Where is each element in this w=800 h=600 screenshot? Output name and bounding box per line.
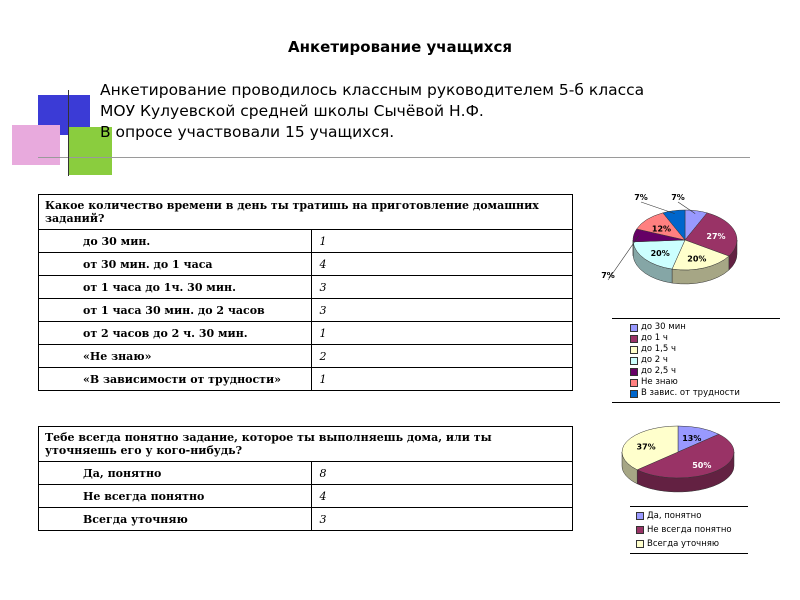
intro-text xyxy=(100,80,644,143)
legend-item xyxy=(636,537,748,551)
table-row xyxy=(39,508,573,531)
option-label: от 2 часов до 2 ч. 30 мин. xyxy=(39,322,312,345)
legend-label: Всегда уточняю xyxy=(647,539,720,549)
legend-item xyxy=(636,523,748,537)
pie-data-label: 20% xyxy=(650,248,670,258)
legend-label: Не знаю xyxy=(641,377,678,387)
option-count: 1 xyxy=(311,230,572,253)
pie-data-label: 7% xyxy=(601,271,615,280)
legend-label: до 1 ч xyxy=(641,333,668,343)
legend-swatch xyxy=(630,368,638,376)
option-label: до 30 мин. xyxy=(39,230,312,253)
survey-table-understanding xyxy=(38,426,573,531)
option-label: «В зависимости от трудности» xyxy=(39,368,312,391)
option-count: 2 xyxy=(311,345,572,368)
pie-data-label: 12% xyxy=(651,224,672,234)
legend-item xyxy=(630,322,780,333)
legend-swatch xyxy=(630,379,638,387)
option-label: Всегда уточняю xyxy=(39,508,312,531)
survey-table-time xyxy=(38,194,573,391)
decor-horizontal-line xyxy=(38,157,750,158)
pie-data-label: 7% xyxy=(634,193,648,202)
legend-item xyxy=(630,333,780,344)
option-count: 3 xyxy=(311,299,572,322)
option-label: Да, понятно xyxy=(39,462,312,485)
legend-item xyxy=(630,355,780,366)
option-count: 8 xyxy=(311,462,572,485)
legend-item xyxy=(630,344,780,355)
table-row xyxy=(39,299,573,322)
legend-label: Да, понятно xyxy=(647,511,702,521)
pie-data-label: 50% xyxy=(692,460,712,470)
pie-data-label: 27% xyxy=(706,231,726,241)
option-count: 1 xyxy=(311,368,572,391)
decor-pink-square xyxy=(12,125,60,165)
option-label: Не всегда понятно xyxy=(39,485,312,508)
pie-label-leader xyxy=(641,202,675,214)
pie-chart-understanding xyxy=(616,418,746,506)
chart-legend-time xyxy=(612,318,780,403)
legend-label: В завис. от трудности xyxy=(641,388,740,398)
option-label: «Не знаю» xyxy=(39,345,312,368)
table-row xyxy=(39,485,573,508)
legend-label: Не всегда понятно xyxy=(647,525,732,535)
decor-vertical-line xyxy=(68,90,69,176)
chart-legend-understanding xyxy=(630,506,748,554)
option-label: от 1 часа 30 мин. до 2 часов xyxy=(39,299,312,322)
table-row xyxy=(39,345,573,368)
table-row xyxy=(39,253,573,276)
option-count: 4 xyxy=(311,253,572,276)
table-row xyxy=(39,230,573,253)
legend-swatch xyxy=(636,540,644,548)
option-count: 3 xyxy=(311,276,572,299)
option-label: от 30 мин. до 1 часа xyxy=(39,253,312,276)
legend-swatch xyxy=(630,324,638,332)
pie-data-label: 13% xyxy=(682,434,702,444)
legend-label: до 2 ч xyxy=(641,355,668,365)
option-label: от 1 часа до 1ч. 30 мин. xyxy=(39,276,312,299)
legend-swatch xyxy=(630,357,638,365)
legend-label: до 1,5 ч xyxy=(641,344,677,354)
legend-swatch xyxy=(636,526,644,534)
intro-line: В опросе участвовали 15 учащихся. xyxy=(100,123,395,141)
option-count: 1 xyxy=(311,322,572,345)
pie-data-label: 37% xyxy=(636,442,656,452)
legend-item xyxy=(636,509,748,523)
legend-item xyxy=(630,388,780,399)
pie-data-label: 7% xyxy=(671,193,685,202)
legend-label: до 2,5 ч xyxy=(641,366,677,376)
table-row xyxy=(39,462,573,485)
legend-label: до 30 мин xyxy=(641,322,686,332)
table-row xyxy=(39,368,573,391)
option-count: 3 xyxy=(311,508,572,531)
pie-chart-time xyxy=(598,188,763,313)
table-row xyxy=(39,322,573,345)
legend-item xyxy=(630,377,780,388)
intro-line: Анкетирование проводилось классным руководителем 5-б класса xyxy=(100,81,645,99)
page-title: Анкетирование учащихся xyxy=(288,38,512,56)
legend-swatch xyxy=(630,346,638,354)
table-question: Тебе всегда понятно задание, которое ты выполняешь дома, или ты уточняешь его у кого-нибудь? xyxy=(39,427,573,462)
pie-data-label: 20% xyxy=(687,254,707,264)
legend-swatch xyxy=(630,390,638,398)
table-question: Какое количество времени в день ты тратишь на приготовление домашних заданий? xyxy=(39,195,573,230)
intro-line: МОУ Кулуевской средней школы Сычёвой Н.Ф. xyxy=(100,102,484,120)
option-count: 4 xyxy=(311,485,572,508)
table-row xyxy=(39,276,573,299)
legend-swatch xyxy=(630,335,638,343)
legend-item xyxy=(630,366,780,377)
legend-swatch xyxy=(636,512,644,520)
